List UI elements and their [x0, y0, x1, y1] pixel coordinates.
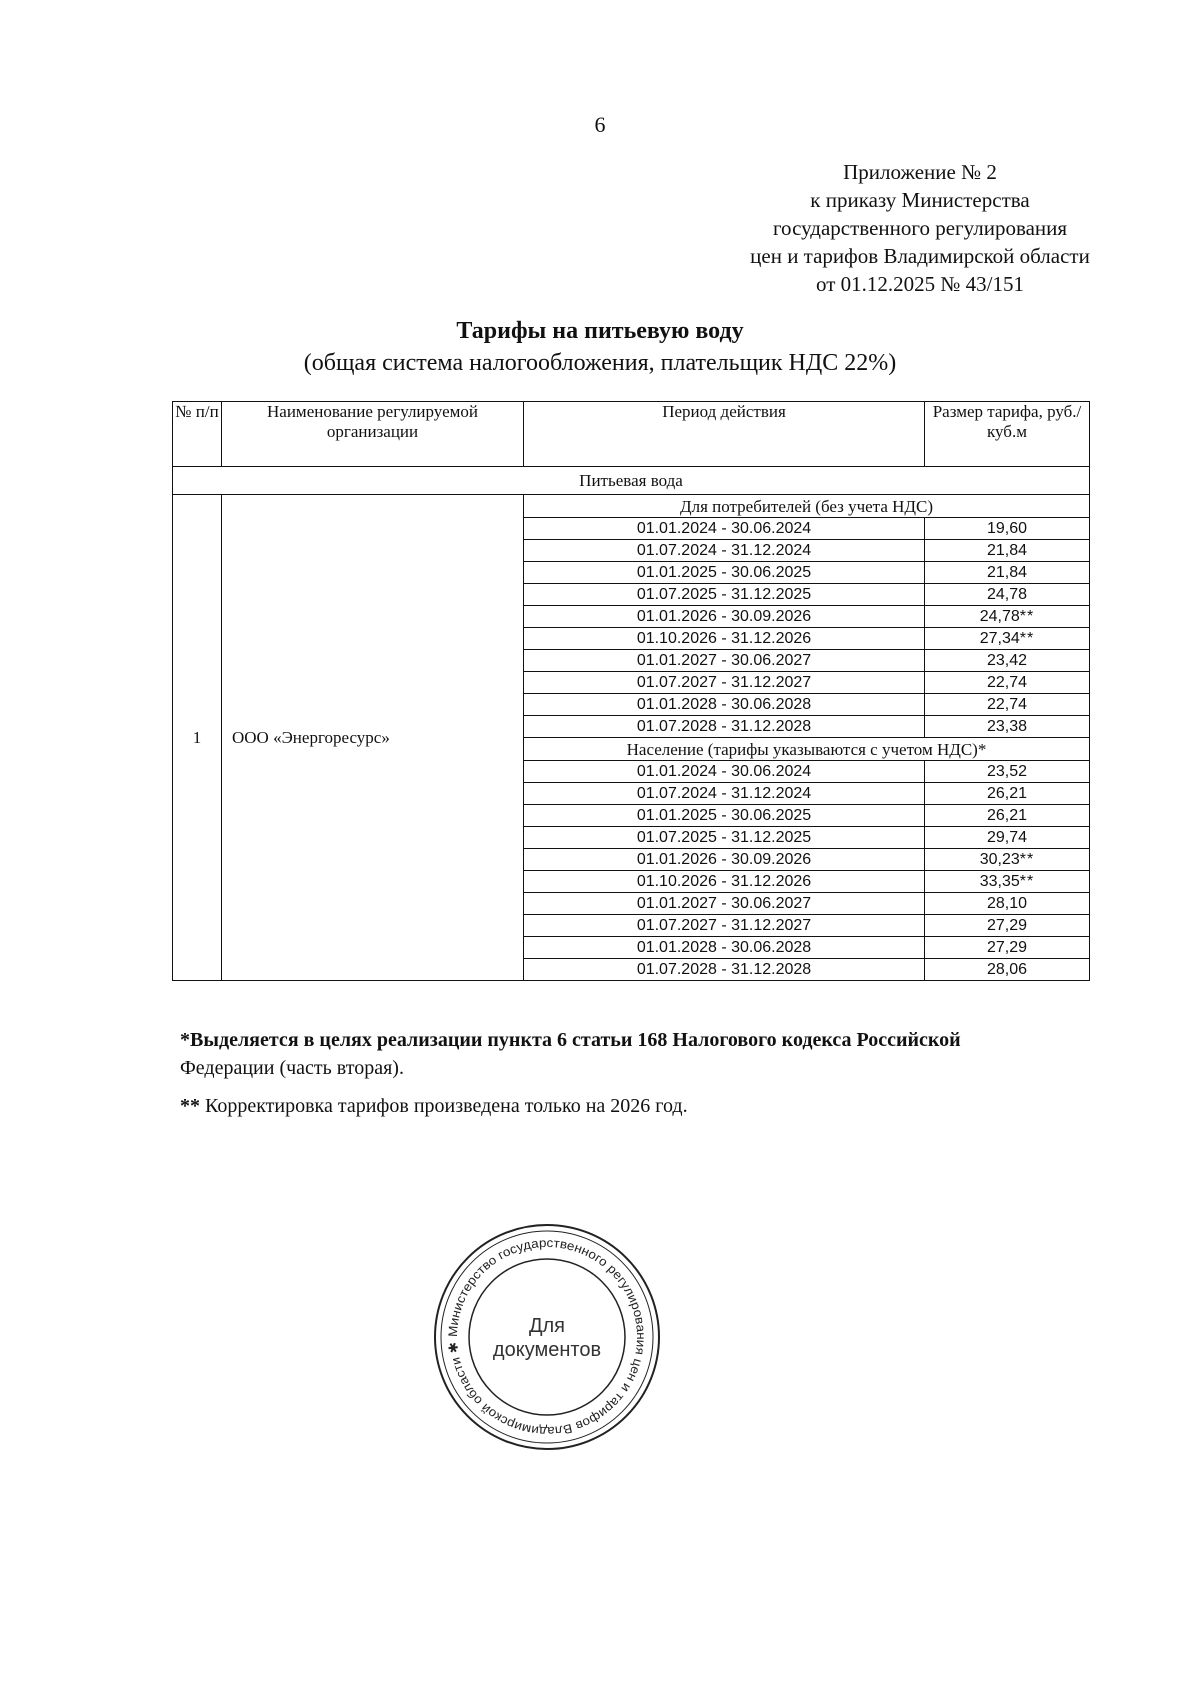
period-cell: 01.01.2026 - 30.09.2026: [524, 606, 925, 628]
tariff-cell: [925, 871, 1090, 893]
tariff-value: 29,74: [986, 828, 1028, 846]
footnote-correction-text: Корректировка тарифов произведена только на 2026 год.: [200, 1095, 688, 1117]
tariff-cell: [925, 959, 1090, 981]
tariff-value: 24,78: [979, 607, 1020, 625]
tariff-value: 27,29: [986, 938, 1028, 956]
header-num: № п/п: [173, 402, 222, 467]
header-org: Наименование регулируемой организации: [222, 402, 524, 467]
tariff-value: 30,23: [979, 850, 1020, 868]
tariff-value: 23,42: [986, 651, 1028, 669]
stamp-center-line1: Для: [528, 1315, 566, 1337]
org-number: 1: [173, 495, 222, 981]
tariff-cell: [925, 716, 1090, 738]
tariff-value: 21,84: [986, 541, 1028, 559]
tariff-cell: [925, 761, 1090, 783]
period-cell: 01.07.2025 - 31.12.2025: [524, 584, 925, 606]
period-cell: 01.01.2025 - 30.06.2025: [524, 562, 925, 584]
tariff-value: 28,06: [986, 960, 1028, 978]
section-label: Питьевая вода: [173, 467, 1090, 495]
period-cell: 01.07.2027 - 31.12.2027: [524, 915, 925, 937]
tariff-value: 23,38: [986, 717, 1028, 735]
period-cell: 01.07.2028 - 31.12.2028: [524, 959, 925, 981]
appendix-header: [700, 158, 1140, 298]
period-cell: 01.01.2028 - 30.06.2028: [524, 694, 925, 716]
group-label-population: Население (тарифы указываются с учетом НДС)*: [524, 738, 1090, 761]
period-cell: 01.10.2026 - 31.12.2026: [524, 871, 925, 893]
tariff-value: 23,52: [986, 762, 1028, 780]
tariff-value: 22,74: [986, 673, 1028, 691]
org-name: ООО «Энергоресурс»: [222, 495, 524, 981]
tariff-note-mark: **: [1019, 607, 1035, 625]
stamp-outer-ring-inner: [441, 1231, 653, 1443]
tariff-value: 27,29: [986, 916, 1028, 934]
tariff-value: 33,35: [979, 872, 1020, 890]
tariff-table: [172, 401, 1090, 981]
period-cell: 01.01.2025 - 30.06.2025: [524, 805, 925, 827]
tariff-value: 27,34: [979, 629, 1020, 647]
tariff-cell: [925, 915, 1090, 937]
tariff-cell: [925, 540, 1090, 562]
period-cell: 01.01.2024 - 30.06.2024: [524, 761, 925, 783]
tariff-cell: [925, 783, 1090, 805]
stamp-ring-text: Министерство государственного регулирования цен и тарифов Владимирской области ✱: [445, 1235, 649, 1439]
tariff-note-mark: **: [1019, 629, 1035, 647]
group-row-consumers: [173, 495, 1090, 518]
tariff-value: 24,78: [986, 585, 1028, 603]
footnote-correction: [180, 1095, 1100, 1118]
tariff-note-mark: **: [1019, 872, 1035, 890]
tariff-cell: [925, 606, 1090, 628]
header-period: Период действия: [524, 402, 925, 467]
tariff-value: 26,21: [986, 806, 1028, 824]
tariff-note-mark: **: [1019, 850, 1035, 868]
period-cell: 01.01.2028 - 30.06.2028: [524, 937, 925, 959]
appendix-line: государственного регулирования: [772, 216, 1068, 240]
period-cell: 01.07.2025 - 31.12.2025: [524, 827, 925, 849]
stamp-inner-ring: [469, 1259, 625, 1415]
tariff-cell: [925, 584, 1090, 606]
tariff-value: 21,84: [986, 563, 1028, 581]
official-stamp: [432, 1222, 662, 1452]
tariff-cell: [925, 805, 1090, 827]
tariff-cell: [925, 628, 1090, 650]
group-label-consumers: Для потребителей (без учета НДС): [524, 495, 1090, 518]
appendix-line: Приложение № 2: [843, 160, 997, 184]
period-cell: 01.07.2028 - 31.12.2028: [524, 716, 925, 738]
header-tariff: Размер тарифа, руб./куб.м: [925, 402, 1090, 467]
appendix-line: от 01.12.2025 № 43/151: [815, 272, 1025, 296]
footnote-vat: [180, 1026, 1100, 1082]
footnote-vat-text: *Выделяется в целях реализации пункта 6 статьи 168 Налогового кодекса Российской: [180, 1029, 961, 1051]
document-subtitle: (общая система налогообложения, плательщик НДС 22%): [303, 350, 897, 376]
period-cell: 01.01.2024 - 30.06.2024: [524, 518, 925, 540]
appendix-line: цен и тарифов Владимирской области: [750, 244, 1090, 268]
footnote-correction-mark: **: [180, 1095, 200, 1117]
section-row: [173, 467, 1090, 495]
tariff-cell: [925, 650, 1090, 672]
tariff-cell: [925, 562, 1090, 584]
period-cell: 01.01.2026 - 30.09.2026: [524, 849, 925, 871]
document-title: Тарифы на питьевую воду: [456, 318, 744, 344]
tariff-cell: [925, 518, 1090, 540]
tariff-cell: [925, 937, 1090, 959]
appendix-line: к приказу Министерства: [810, 188, 1030, 212]
period-cell: 01.01.2027 - 30.06.2027: [524, 893, 925, 915]
tariff-value: 26,21: [986, 784, 1028, 802]
tariff-value: 22,74: [986, 695, 1028, 713]
period-cell: 01.01.2027 - 30.06.2027: [524, 650, 925, 672]
page-number: 6: [594, 112, 606, 137]
period-cell: 01.07.2024 - 31.12.2024: [524, 783, 925, 805]
period-cell: 01.07.2024 - 31.12.2024: [524, 540, 925, 562]
period-cell: 01.10.2026 - 31.12.2026: [524, 628, 925, 650]
tariff-value: 19,60: [986, 519, 1028, 537]
table-header-row: [173, 402, 1090, 467]
period-cell: 01.07.2027 - 31.12.2027: [524, 672, 925, 694]
tariff-cell: [925, 672, 1090, 694]
tariff-cell: [925, 694, 1090, 716]
tariff-cell: [925, 849, 1090, 871]
tariff-cell: [925, 827, 1090, 849]
stamp-center-line2: документов: [492, 1339, 602, 1361]
tariff-cell: [925, 893, 1090, 915]
footnote-vat-text-cont: Федерации (часть вторая).: [180, 1057, 404, 1079]
tariff-value: 28,10: [986, 894, 1028, 912]
